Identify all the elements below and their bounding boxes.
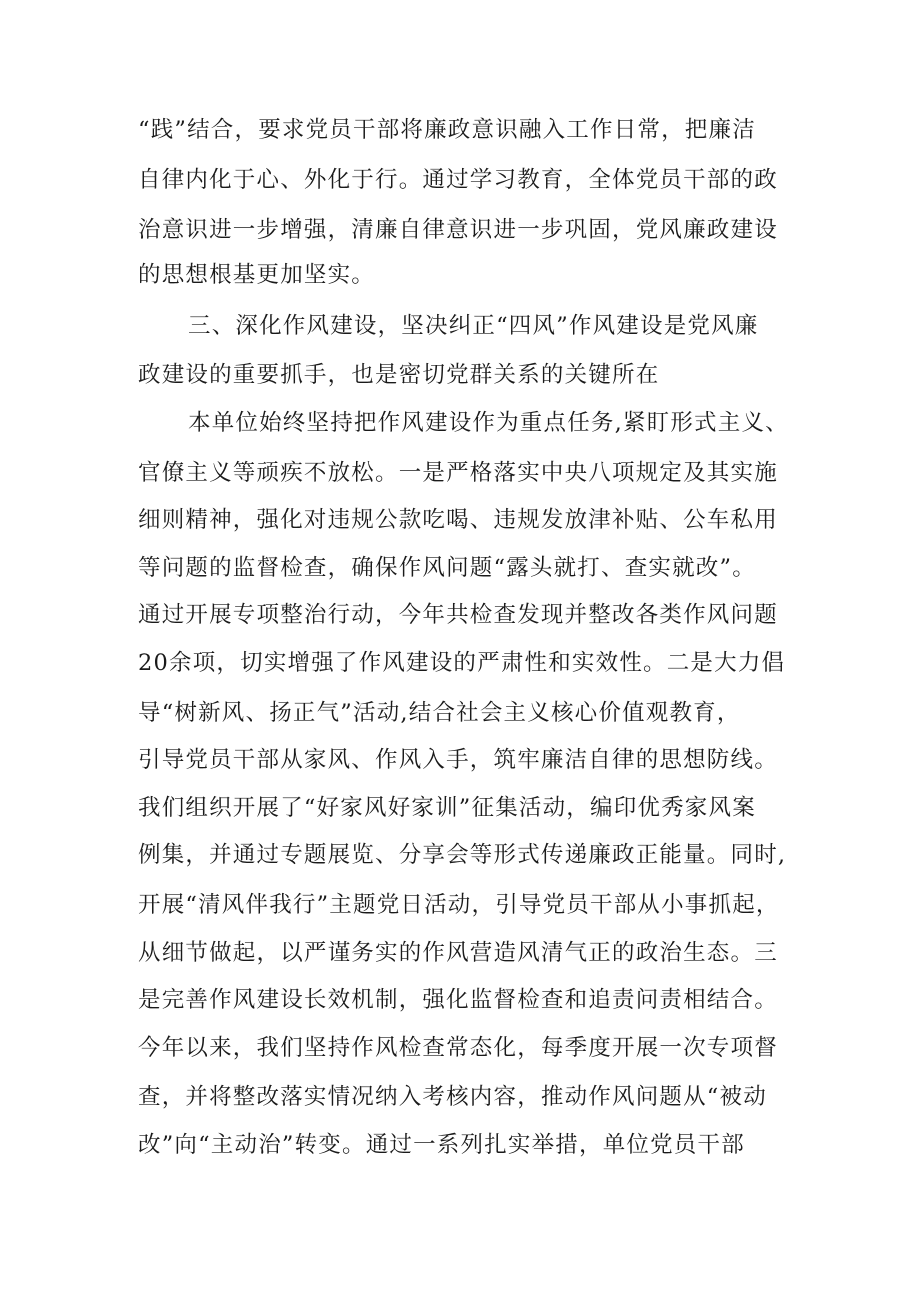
- text-line: 改”向“主动治”转变。通过一系列扎实举措，单位党员干部: [138, 1132, 745, 1158]
- text-line: 自律内化于心、外化于行。通过学习教育，全体党员干部的政: [138, 167, 778, 193]
- text-line: 从细节做起，以严谨务实的作风营造风清气正的政治生态。三: [138, 940, 778, 966]
- text-line: 通过开展专项整治行动，今年共检查发现并整改各类作风问题: [138, 602, 778, 628]
- text-line: 引导党员干部从家风、作风入手，筑牢廉洁自律的思想防线。: [138, 747, 778, 773]
- text-line: 我们组织开展了“好家风好家训”征集活动，编印优秀家风案: [138, 795, 756, 821]
- text-line: 的思想根基更加坚实。: [138, 262, 376, 288]
- text-line: 导“树新风、扬正气”活动,结合社会主义核心价值观教育，: [138, 700, 741, 726]
- text-line: 官僚主义等顽疾不放松。一是严格落实中央八项规定及其实施: [138, 460, 778, 486]
- section-heading: 政建设的重要抓手，也是密切党群关系的关键所在: [138, 362, 660, 388]
- text-line: 治意识进一步增强，清廉自律意识进一步巩固，党风廉政建设: [138, 217, 778, 243]
- text-line: 等问题的监督检查，确保作风问题“露头就打、查实就改”。: [138, 555, 756, 581]
- text-line: “践”结合，要求党员干部将廉政意识融入工作日常，把廉洁: [138, 117, 756, 143]
- text-line: 是完善作风建设长效机制，强化监督检查和追责问责相结合。: [138, 987, 778, 1013]
- text-line: 今年以来，我们坚持作风检查常态化，每季度开展一次专项督: [138, 1035, 778, 1061]
- text-line: 例集，并通过专题展览、分享会等形式传递廉政正能量。同时,: [138, 842, 787, 868]
- text-line: 20余项，切实增强了作风建设的严肃性和实效性。二是大力倡: [138, 650, 786, 676]
- text-line: 查，并将整改落实情况纳入考核内容，推动作风问题从“被动: [138, 1084, 767, 1110]
- section-heading: 三、深化作风建设，坚决纠正“四风”作风建设是党风廉: [188, 313, 759, 339]
- text-line: 本单位始终坚持把作风建设作为重点任务,紧盯形式主义、: [188, 410, 789, 436]
- text-line: 开展“清风伴我行”主题党日活动，引导党员干部从小事抓起，: [138, 892, 780, 918]
- text-line: 细则精神，强化对违规公款吃喝、违规发放津补贴、公车私用: [138, 507, 778, 533]
